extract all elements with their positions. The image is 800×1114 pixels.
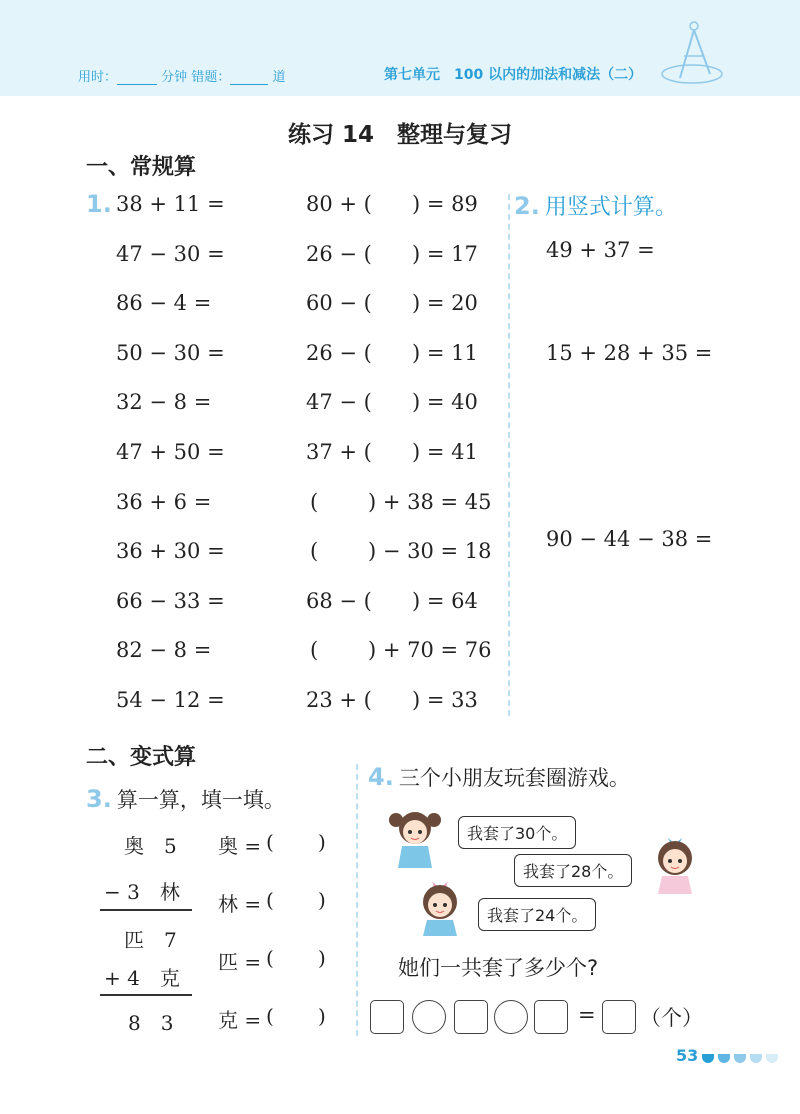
- dashed-divider-2: [356, 764, 358, 1036]
- equals-sign: =: [578, 1003, 596, 1027]
- q3-answer-blank-2[interactable]: [278, 888, 316, 914]
- q1-item-9: 66 − 33 =: [116, 588, 225, 613]
- question-3-heading: [86, 784, 285, 814]
- q1-blank-2[interactable]: [366, 242, 406, 268]
- minute-label: 分钟: [161, 70, 188, 85]
- girl-1-illustration: [386, 806, 444, 868]
- speech-bubble-3: 我套了24个。: [478, 898, 596, 931]
- puzzle-2-result: 8 3: [128, 1011, 174, 1035]
- q1-item-2: 47 − 30 =: [116, 241, 225, 266]
- operator-circle-2[interactable]: [494, 1000, 528, 1034]
- puzzle-2-row-1: 匹 7: [124, 928, 177, 952]
- q1-fill-left-11: 23 + (: [306, 688, 372, 712]
- count-label: 道: [272, 70, 286, 85]
- q3-answer-close-3: ): [318, 946, 326, 970]
- q3-answer-label-1: 奥 =: [218, 834, 262, 858]
- q3-answer-label-2: 林 =: [218, 892, 262, 916]
- q1-fill-left-2: 26 − (: [306, 241, 372, 266]
- q3-answer-close-2: ): [318, 888, 326, 912]
- question-4-text: 三个小朋友玩套圈游戏。: [398, 766, 630, 790]
- q1-item-1: 38 + 11 =: [116, 192, 225, 216]
- q1-blank-4[interactable]: [366, 341, 406, 367]
- question-2-text: 用竖式计算。: [544, 195, 677, 220]
- page-title: 练习 14 整理与复习: [287, 122, 512, 148]
- q1-fill-left-10: (: [310, 638, 319, 663]
- q1-fill-right-3: ) = 20: [412, 291, 478, 316]
- q1-fill-left-9: 68 − (: [306, 588, 372, 613]
- compass-icon: [656, 18, 728, 90]
- girl-3-illustration: [414, 876, 470, 936]
- question-4-number: 4.: [368, 763, 394, 791]
- puzzle-1-line: [100, 909, 192, 911]
- girl-2-illustration: [648, 832, 702, 894]
- q3-answer-blank-4[interactable]: [278, 1004, 316, 1030]
- question-3-text: 算一算，填一填。: [116, 788, 285, 812]
- q1-blank-11[interactable]: [366, 688, 406, 714]
- q1-fill-left-6: 37 + (: [306, 440, 372, 464]
- time-label: 用时：: [78, 70, 118, 85]
- time-blank[interactable]: [117, 84, 157, 85]
- q3-answer-close-1: ): [318, 830, 326, 854]
- puzzle-1-row-1: 奥 5: [124, 834, 177, 858]
- question-2-number: 2.: [514, 192, 540, 220]
- vertical-calc-1: 49 + 37 =: [546, 238, 655, 262]
- q1-fill-right-4: ) = 11: [412, 340, 478, 365]
- time-errors-record: [78, 66, 285, 85]
- q3-answer-open-2: (: [266, 888, 274, 912]
- q1-fill-left-8: (: [310, 539, 319, 564]
- q1-blank-3[interactable]: [366, 291, 406, 317]
- q1-item-8: 36 + 30 =: [116, 539, 225, 564]
- page-number: 53: [676, 1046, 699, 1065]
- question-1-number: 1.: [86, 190, 112, 218]
- answer-box-3[interactable]: [534, 1000, 568, 1034]
- answer-box-1[interactable]: [370, 1000, 404, 1034]
- page-decoration: [702, 1048, 778, 1067]
- speech-bubble-2: 我套了28个。: [514, 854, 632, 887]
- q1-item-7: 36 + 6 =: [116, 489, 212, 514]
- q1-fill-right-8: ) − 30 = 18: [368, 539, 492, 564]
- q1-blank-5[interactable]: [366, 390, 406, 416]
- operator-circle-1[interactable]: [412, 1000, 446, 1034]
- dashed-divider: [508, 194, 510, 716]
- q1-fill-right-11: ) = 33: [412, 688, 478, 712]
- q1-item-5: 32 − 8 =: [116, 390, 212, 415]
- q1-fill-left-1: 80 + (: [306, 192, 372, 216]
- q3-answer-blank-1[interactable]: [278, 830, 316, 856]
- q1-fill-left-4: 26 − (: [306, 340, 372, 365]
- q1-fill-right-9: ) = 64: [412, 588, 478, 613]
- vertical-calc-3: 90 − 44 − 38 =: [546, 527, 713, 551]
- q1-item-3: 86 − 4 =: [116, 291, 212, 316]
- q1-fill-right-5: ) = 40: [412, 390, 478, 415]
- q1-blank-1[interactable]: [366, 192, 406, 218]
- q3-answer-open-1: (: [266, 830, 274, 854]
- q3-answer-open-3: (: [266, 946, 274, 970]
- q3-answer-blank-3[interactable]: [278, 946, 316, 972]
- q1-blank-9[interactable]: [366, 589, 406, 615]
- q1-item-10: 82 − 8 =: [116, 638, 212, 663]
- question-4-prompt: 她们一共套了多少个?: [398, 956, 599, 980]
- errors-blank[interactable]: [230, 84, 268, 85]
- q3-answer-open-4: (: [266, 1004, 274, 1028]
- q1-fill-right-7: ) + 38 = 45: [368, 489, 492, 514]
- answer-box-2[interactable]: [454, 1000, 488, 1034]
- puzzle-2-line: [100, 994, 192, 996]
- q1-item-4: 50 − 30 =: [116, 340, 225, 365]
- q1-blank-6[interactable]: [366, 440, 406, 466]
- q3-answer-close-4: ): [318, 1004, 326, 1028]
- question-4-heading: [368, 762, 630, 792]
- question-2-heading: [514, 190, 677, 221]
- q1-fill-right-10: ) + 70 = 76: [368, 638, 492, 663]
- q1-item-6: 47 + 50 =: [116, 440, 225, 464]
- q1-item-11: 54 − 12 =: [116, 688, 225, 712]
- q1-fill-right-2: ) = 17: [412, 241, 478, 266]
- answer-box-result[interactable]: [602, 1000, 636, 1034]
- q1-fill-right-1: ) = 89: [412, 192, 478, 216]
- section-1-title: 一、常规算: [86, 155, 197, 180]
- question-3-number: 3.: [86, 785, 112, 813]
- speech-bubble-1: 我套了30个。: [458, 816, 576, 849]
- unit-title: 第七单元 100 以内的加法和减法（二）: [384, 67, 643, 83]
- q1-fill-right-6: ) = 41: [412, 440, 478, 464]
- vertical-calc-2: 15 + 28 + 35 =: [546, 341, 713, 365]
- section-2-title: 二、变式算: [86, 745, 197, 770]
- q1-fill-left-5: 47 − (: [306, 390, 372, 415]
- puzzle-2-row-2: + 4 克: [104, 966, 180, 990]
- unit-label: （个）: [640, 1006, 703, 1030]
- puzzle-1-row-2: − 3 林: [104, 880, 180, 904]
- q1-fill-left-3: 60 − (: [306, 291, 372, 316]
- q1-fill-left-7: (: [310, 489, 319, 514]
- errors-label: 错题：: [191, 70, 231, 85]
- q3-answer-label-3: 匹 =: [218, 950, 262, 974]
- q3-answer-label-4: 克 =: [218, 1008, 262, 1032]
